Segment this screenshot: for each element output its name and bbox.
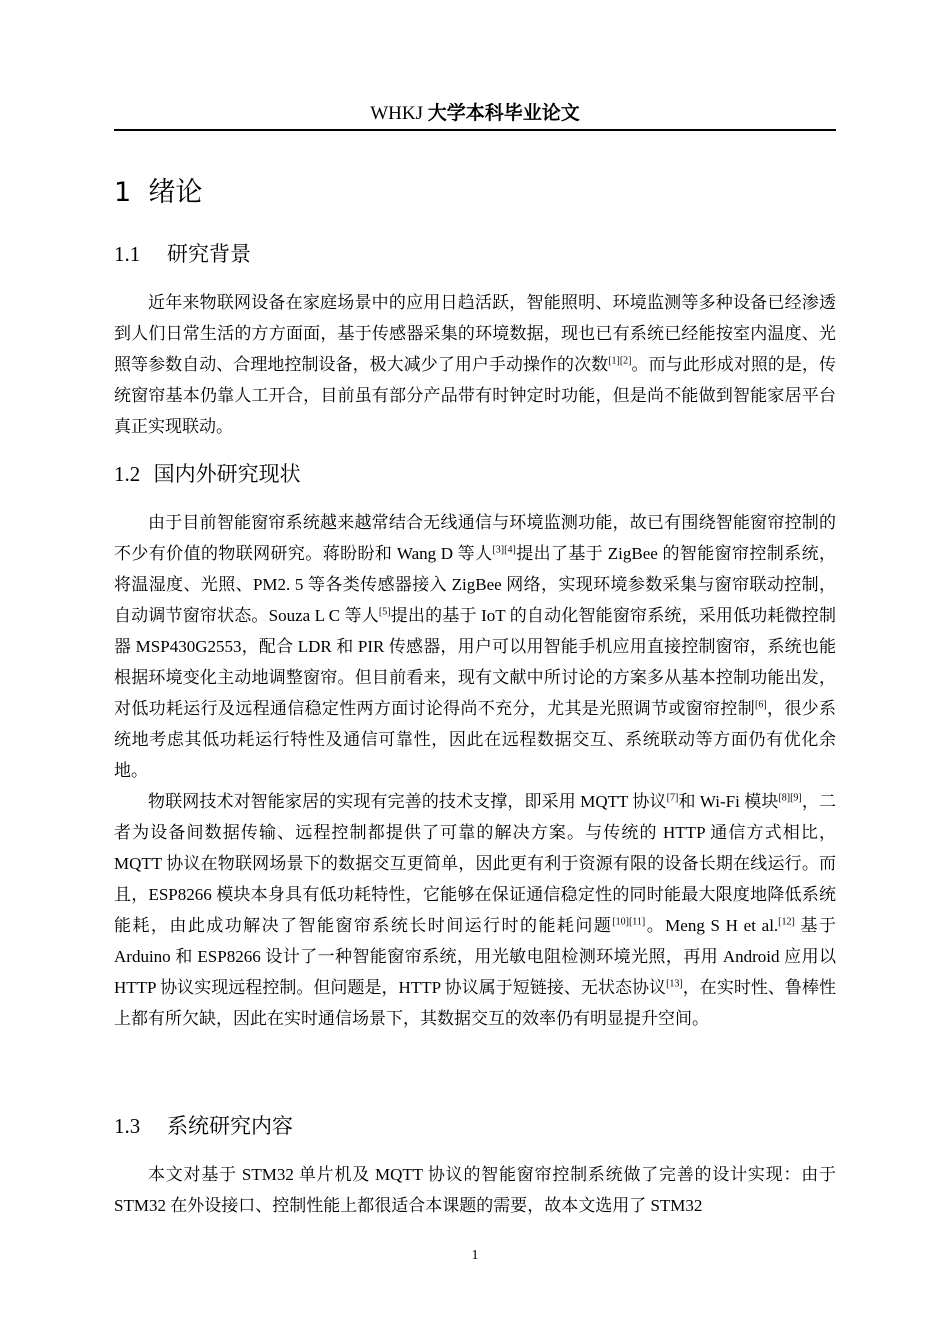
page-header xyxy=(114,100,836,131)
citation: [5] xyxy=(378,606,391,618)
section-title: 系统研究内容 xyxy=(166,1114,293,1138)
section-heading-1-2 xyxy=(114,460,301,488)
text-run: 提出了基于 ZigBee 的智能窗帘控制系统，将温湿度、光照、PM2. 5 等各类传感器接入 ZigBee 网络，实现环境参数采集与窗帘联动控制，自动调节窗帘状态。Souza L C 等人 xyxy=(114,544,836,625)
chapter-heading xyxy=(114,176,202,210)
header-prefix: WHKJ xyxy=(370,103,423,124)
text-run: 基于 Arduino 和 ESP8266 设计了一种智能窗帘系统，用光敏电阻检测环境光照，再用 Android 应用以 HTTP 协议实现远程控制。但问题是，HTTP 协议属于短链接、无状态协议 xyxy=(114,916,837,997)
text-run: ，很少系统地考虑其低功耗运行特性及通信可靠性，因此在远程数据交互、系统联动等方面仍有优化余地。 xyxy=(114,699,837,780)
text-run: 提出的基于 IoT 的自动化智能窗帘系统，采用低功耗微控制器 MSP430G2553，配合 LDR 和 PIR 传感器，用户可以用智能手机应用直接控制窗帘，系统也能根据环境变化主动地调整窗帘。但目前看来，现有文献中所讨论的方案多从基本控制功能出发，对低功耗运行及远程通信稳定性两方面讨论得尚不充分，尤其是光照调节或窗帘控制 xyxy=(114,606,836,718)
paragraph-background xyxy=(114,287,836,442)
section-number: 1.2 xyxy=(114,462,141,486)
chapter-title: 绪论 xyxy=(148,177,203,208)
paragraph-status-2 xyxy=(114,786,836,1034)
citation: [10][11] xyxy=(612,916,646,928)
text-run: 近年来物联网设备在家庭场景中的应用日趋活跃，智能照明、环境监测等多种设备已经渗透到人们日常生活的方方面面，基于传感器采集的环境数据，现也已有系统已经能按室内温度、光照等参数自动、合理地控制设备，极大减少了用户手动操作的次数 xyxy=(114,293,836,374)
text-run: 本文对基于 STM32 单片机及 MQTT 协议的智能窗帘控制系统做了完善的设计实现：由于 STM32 在外设接口、控制性能上都很适合本课题的需要，故本文选用了 STM32 xyxy=(114,1165,836,1215)
section-title: 国内外研究现状 xyxy=(153,462,301,486)
text-run: 。而与此形成对照的是，传统窗帘基本仍靠人工开合，目前虽有部分产品带有时钟定时功能，但是尚不能做到智能家居平台真正实现联动。 xyxy=(114,355,837,436)
text-run: ，二者为设备间数据传输、远程控制都提供了可靠的解决方案。与传统的 HTTP 通信方式相比，MQTT 协议在物联网场景下的数据交互更简单，因此更有利于资源有限的设备长期在线运行。而且，ESP8266 模块本身具有低功耗特性，它能够在保证通信稳定性的同时能最大限度地降低系统能耗，由此成功解决了智能窗帘系统长时间运行时的能耗问题 xyxy=(114,792,836,935)
text-run: ，在实时性、鲁棒性上都有所欠缺，因此在实时通信场景下，其数据交互的效率仍有明显提升空间。 xyxy=(114,978,836,1028)
section-title: 研究背景 xyxy=(166,242,251,266)
text-run: 物联网技术对智能家居的实现有完善的技术支撑，即采用 MQTT 协议 xyxy=(148,792,667,811)
page-number: 1 xyxy=(471,1248,479,1263)
citation: [3][4] xyxy=(492,544,516,556)
text-run: 由于目前智能窗帘系统越来越常结合无线通信与环境监测功能，故已有围绕智能窗帘控制的不少有价值的物联网研究。蒋盼盼和 Wang D 等人 xyxy=(114,513,836,563)
section-number: 1.1 xyxy=(114,242,141,266)
section-number: 1.3 xyxy=(114,1114,141,1138)
text-run: 和 Wi-Fi 模块 xyxy=(678,792,779,811)
citation: [8][9] xyxy=(778,792,802,804)
citation: [6] xyxy=(755,699,767,711)
paragraph-research-content xyxy=(114,1159,836,1221)
citation: [7] xyxy=(666,792,679,804)
citation: [12] xyxy=(778,916,795,928)
section-heading-1-3 xyxy=(114,1112,293,1140)
header-title: 大学本科毕业论文 xyxy=(427,102,580,124)
citation: [13] xyxy=(666,978,683,990)
text-run: 。Meng S H et al. xyxy=(645,916,779,935)
chapter-number: 1 xyxy=(114,177,132,208)
section-heading-1-1 xyxy=(114,240,251,268)
paragraph-status-1 xyxy=(114,507,836,786)
citation: [1][2] xyxy=(608,355,632,367)
